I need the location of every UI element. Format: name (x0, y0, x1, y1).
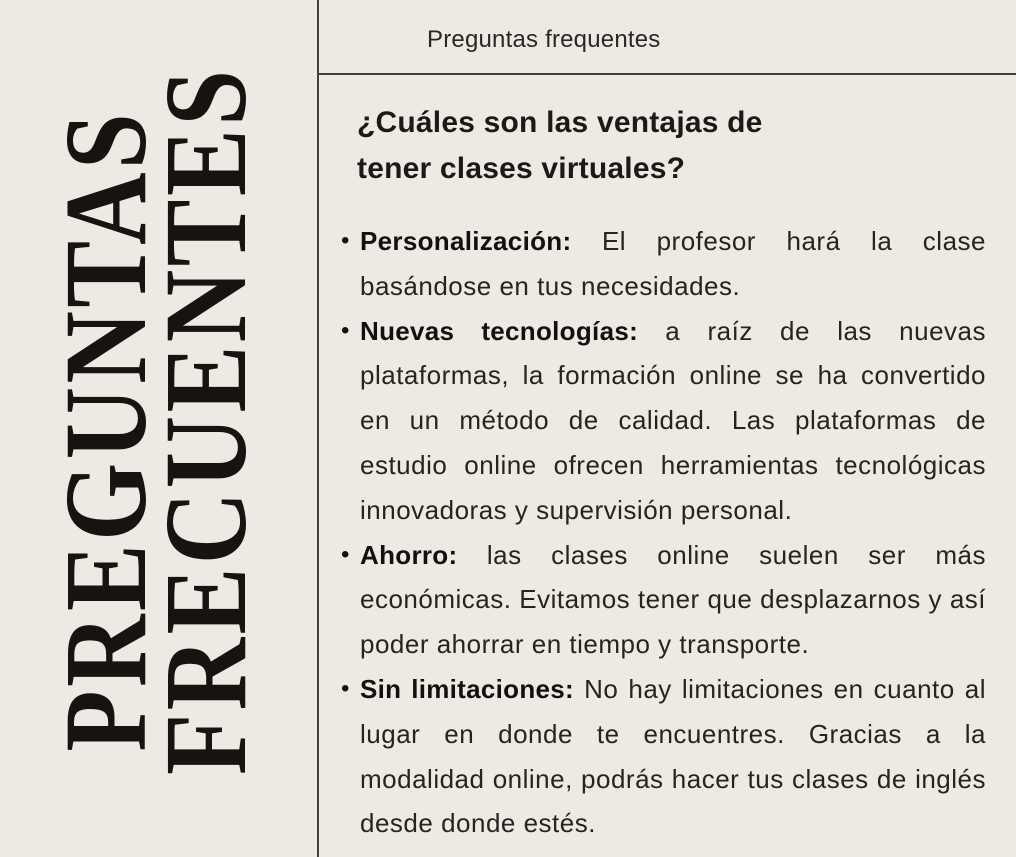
vertical-title-line1: PREGUNTAS (40, 109, 171, 752)
vertical-divider (317, 0, 319, 857)
vertical-title-line2: FRECUENTES (140, 66, 271, 776)
bullet-term: Personalización: (360, 226, 572, 256)
question-title-line2: tener clases virtuales? (357, 152, 686, 185)
bullet-text: a raíz de las nuevas plataformas, la formación online se ha convertido en un método de calidad. Las plataformas de estudio online ofrecen herramientas tecnológicas innovadoras y supervisión personal. (360, 315, 986, 525)
bullet-term: Ahorro: (360, 539, 458, 570)
bullet-text: las clases online suelen ser más económicas. Evitamos tener que desplazarnos y así poder ahorrar en tiempo y transporte. (360, 539, 986, 660)
bullet-marker: • (341, 674, 350, 702)
question-title (357, 100, 763, 192)
header-divider (317, 73, 1016, 75)
vertical-display-title (40, 66, 271, 776)
list-item (341, 533, 986, 667)
list-item (341, 219, 986, 309)
bullet-term: Nuevas tecnologías: (360, 315, 639, 346)
bullet-marker: • (341, 316, 350, 344)
question-title-line1: ¿Cuáles son las ventajas de (357, 106, 763, 139)
bullet-marker: • (341, 540, 350, 568)
advantages-list (341, 219, 986, 846)
bullet-text: El profesor hará la clase basándose en tus necesidades. (360, 226, 986, 301)
bullet-term: Sin limitaciones: (360, 673, 575, 704)
list-item (341, 667, 986, 846)
header-label: Preguntas frequentes (427, 26, 661, 53)
bullet-marker: • (341, 227, 350, 254)
list-item (341, 309, 986, 533)
bullet-text: No hay limitaciones en cuanto al lugar en donde te encuentres. Gracias a la modalidad online, podrás hacer tus clases de inglés desde donde estés. (360, 673, 986, 839)
